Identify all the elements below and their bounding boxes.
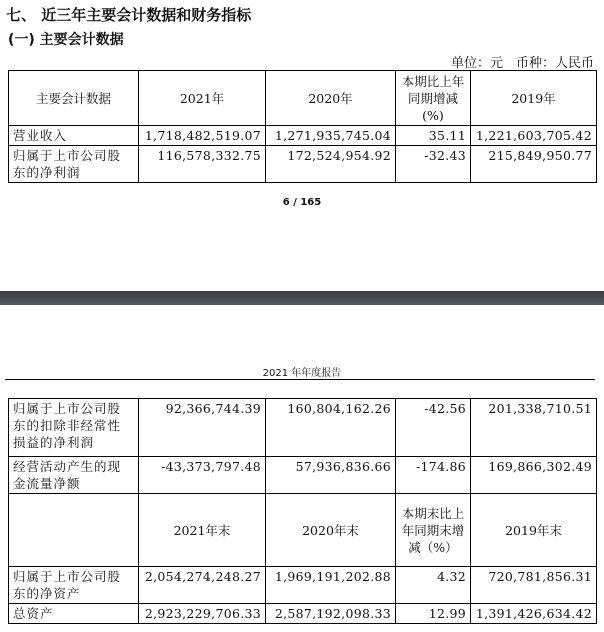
- cell: 2,587,192,098.33: [266, 604, 396, 624]
- header-cell: 本期比上年同期增减(%): [396, 71, 471, 126]
- cell: 201,338,710.51: [471, 399, 597, 457]
- header-cell: 本期末比上年同期末增减（%）: [396, 494, 471, 567]
- cell: 215,849,950.77: [471, 146, 597, 183]
- table-row: [9, 146, 597, 183]
- report-header: 2021 年年度报告: [262, 368, 342, 379]
- header-cell: 2020年末: [266, 494, 396, 567]
- unit-note: 单位：元 币种：人民币: [450, 56, 594, 71]
- table-header-row: [9, 71, 597, 126]
- cell: -42.56: [396, 399, 471, 457]
- cell: 172,524,954.92: [266, 146, 396, 183]
- table-row: [9, 457, 597, 494]
- row-label: 总资产: [9, 604, 139, 624]
- header-cell: 2019年末: [471, 494, 597, 567]
- table-row: [9, 567, 597, 604]
- cell: 1,271,935,745.04: [266, 126, 396, 146]
- row-label: 经营活动产生的现金流量净额: [9, 457, 139, 494]
- section-title: 七、 近三年主要会计数据和财务指标: [6, 6, 252, 24]
- cell: -174.86: [396, 457, 471, 494]
- header-cell: [9, 494, 139, 567]
- table-row: [9, 399, 597, 457]
- table-row: [9, 604, 597, 624]
- cell: -32.43: [396, 146, 471, 183]
- table-header-row: [9, 494, 597, 567]
- header-cell: 2019年: [471, 71, 597, 126]
- subsection-title: (一) 主要会计数据: [8, 32, 124, 48]
- row-label: 营业收入: [9, 126, 139, 146]
- header-cell: 2021年: [139, 71, 266, 126]
- cell: 4.32: [396, 567, 471, 604]
- cell: 2,054,274,248.27: [139, 567, 266, 604]
- cell: 92,366,744.39: [139, 399, 266, 457]
- accounting-data-table-part2: [8, 398, 597, 624]
- header-cell: 2021年末: [139, 494, 266, 567]
- row-label: 归属于上市公司股东的扣除非经常性损益的净利润: [9, 399, 139, 457]
- cell: 1,391,426,634.42: [471, 604, 597, 624]
- row-label: 归属于上市公司股东的净资产: [9, 567, 139, 604]
- cell: 12.99: [396, 604, 471, 624]
- cell: 57,936,836.66: [266, 457, 396, 494]
- page-number: 6 / 165: [282, 197, 322, 208]
- cell: 1,221,603,705.42: [471, 126, 597, 146]
- accounting-data-table-part1: [8, 70, 597, 183]
- header-rule: [5, 379, 595, 380]
- cell: 1,718,482,519.07: [139, 126, 266, 146]
- header-cell: 2020年: [266, 71, 396, 126]
- cell: 35.11: [396, 126, 471, 146]
- page-separator: [0, 291, 604, 305]
- cell: 2,923,229,706.33: [139, 604, 266, 624]
- table-row: [9, 126, 597, 146]
- row-label: 归属于上市公司股东的净利润: [9, 146, 139, 183]
- cell: 160,804,162.26: [266, 399, 396, 457]
- cell: 1,969,191,202.88: [266, 567, 396, 604]
- header-cell: 主要会计数据: [9, 71, 139, 126]
- cell: 169,866,302.49: [471, 457, 597, 494]
- cell: -43,373,797.48: [139, 457, 266, 494]
- cell: 116,578,332.75: [139, 146, 266, 183]
- cell: 720,781,856.31: [471, 567, 597, 604]
